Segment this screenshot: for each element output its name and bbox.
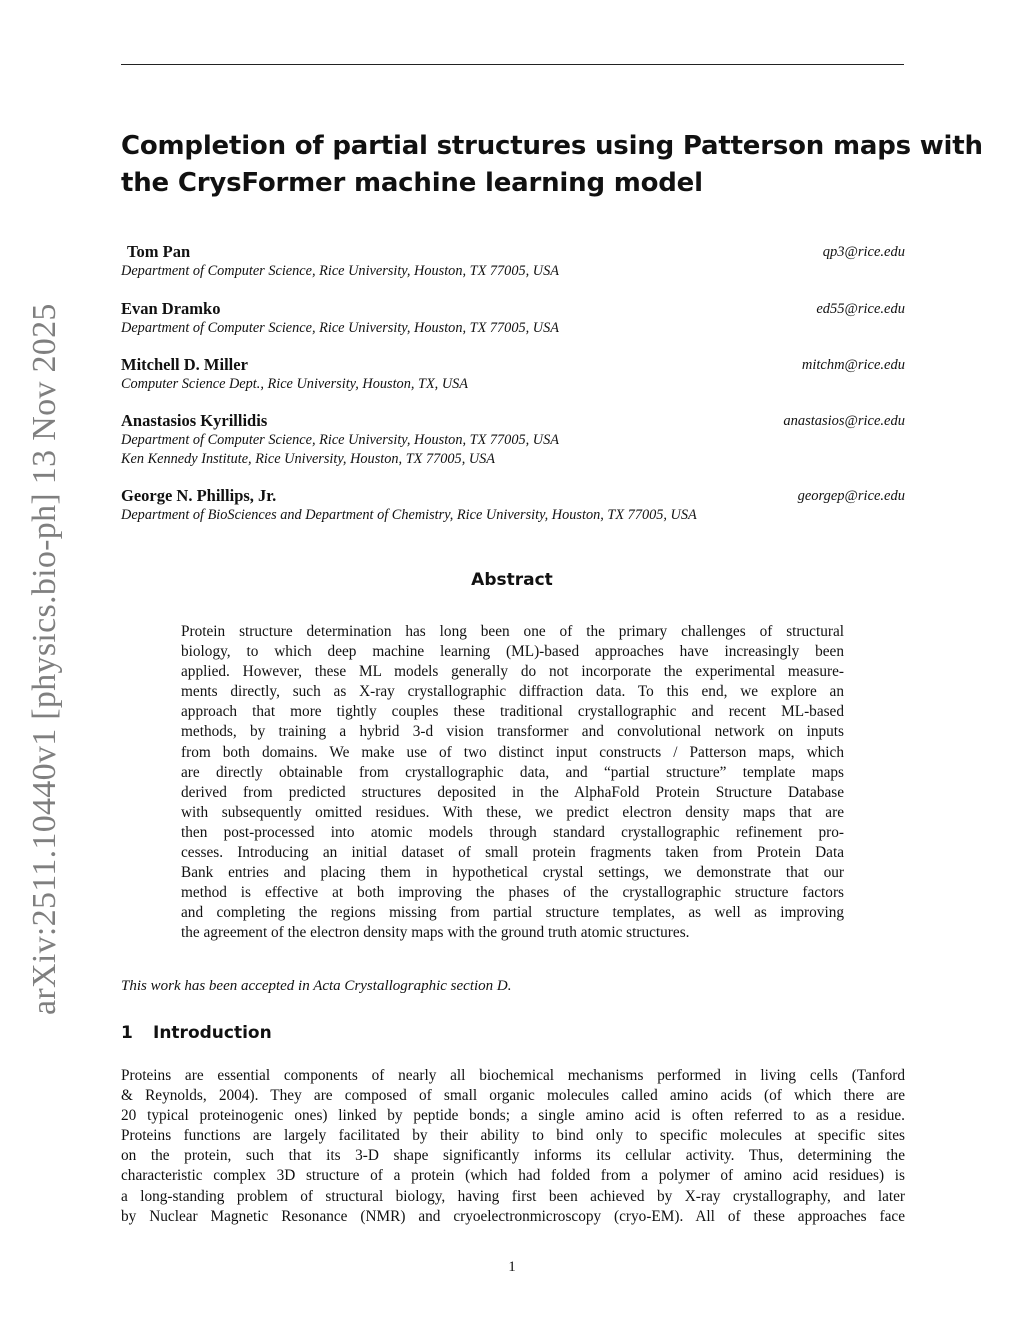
author-block [121, 486, 905, 525]
author-block [121, 299, 905, 338]
abstract-line: derived from predicted structures deposited in the AlphaFold Protein Structure Database [181, 783, 844, 801]
author-affiliation: Department of Computer Science, Rice University, Houston, TX 77005, USA [121, 432, 559, 448]
top-rule [121, 64, 904, 65]
author-email: ed55@rice.edu [816, 301, 905, 317]
acceptance-note: This work has been accepted in Acta Crystallographic section D. [121, 978, 512, 994]
author-name: Tom Pan [127, 242, 191, 261]
section-heading [121, 1022, 272, 1044]
abstract-line: then post-processed into atomic models through standard crystallographic refinement pro- [181, 823, 844, 841]
abstract-line: Bank entries and placing them in hypothetical crystal settings, we demonstrate that our [181, 864, 844, 882]
page-number: 1 [508, 1259, 516, 1275]
body-line: & Reynolds, 2004). They are composed of small organic molecules called amino acids (of which there are [121, 1087, 905, 1105]
abstract-line: Protein structure determination has long been one of the primary challenges of structural [181, 623, 844, 640]
author-name: Anastasios Kyrillidis [121, 411, 268, 430]
abstract-line: and completing the regions missing from partial structure templates, as well as improving [181, 904, 844, 922]
body-line: Proteins functions are largely facilitated by their ability to bind only to specific molecules at specific sites [121, 1127, 905, 1145]
body-line: characteristic complex 3D structure of a protein (which had folded from a polymer of amino acid residues) is [121, 1167, 905, 1185]
abstract-line: biology, to which deep machine learning (ML)-based approaches have increasingly been [181, 643, 844, 661]
author-affiliation: Department of Computer Science, Rice University, Houston, TX 77005, USA [121, 263, 559, 279]
body-line: 20 typical proteinogenic ones) linked by peptide bonds; a single amino acid is often referred to as a residue. [121, 1107, 905, 1125]
abstract-line: approach that more tightly couples these traditional crystallographic and recent ML-based [181, 703, 844, 721]
abstract-line: applied. However, these ML models generally do not incorporate the experimental measure- [181, 663, 844, 681]
author-name: George N. Phillips, Jr. [121, 486, 277, 505]
body-line: Proteins are essential components of nearly all biochemical mechanisms performed in living cells (Tanford [121, 1067, 905, 1084]
abstract-line: cesses. Introducing an initial dataset of small protein fragments taken from Protein Data [181, 844, 844, 862]
author-affiliation: Department of Computer Science, Rice University, Houston, TX 77005, USA [121, 320, 559, 336]
body-line: by Nuclear Magnetic Resonance (NMR) and cryoelectronmicroscopy (cryo-EM). All of these approaches face [121, 1207, 905, 1225]
author-affiliation: Department of BioSciences and Department of Chemistry, Rice University, Houston, TX 77005, USA [121, 507, 697, 523]
author-email: mitchm@rice.edu [801, 357, 905, 373]
body-line: on the protein, such that its 3-D shape significantly informs its cellular activity. Thus, determining the [121, 1147, 905, 1165]
arxiv-identifier-stamp: arXiv:2511.10440v1 [physics.bio-ph] 13 Nov 2025 [26, 303, 63, 1015]
author-affiliation: Computer Science Dept., Rice University, Houston, TX, USA [121, 376, 469, 392]
author-name: Mitchell D. Miller [121, 355, 248, 374]
abstract-line: are directly obtainable from crystallographic data, and “partial structure” template maps [181, 763, 844, 781]
section-title: Introduction [153, 1023, 272, 1043]
body-line: a long-standing problem of structural biology, having first been achieved by X-ray crystallography, and later [121, 1187, 905, 1205]
author-affiliation: Ken Kennedy Institute, Rice University, Houston, TX 77005, USA [121, 450, 496, 467]
author-email: anastasios@rice.edu [783, 413, 905, 429]
author-email: georgep@rice.edu [797, 488, 905, 504]
author-block [121, 355, 905, 394]
paper-title [121, 128, 983, 202]
abstract-line: from both domains. We make use of two distinct input constructs / Patterson maps, which [181, 743, 844, 761]
abstract-line: ments directly, such as X-ray crystallographic diffraction data. To this end, we explore an [181, 683, 844, 701]
section-number: 1 [121, 1023, 133, 1043]
author-email: qp3@rice.edu [822, 244, 905, 260]
abstract-body [181, 622, 844, 944]
introduction-body [121, 1066, 905, 1227]
abstract-line: methods, by training a hybrid 3-d vision transformer and convolutional network on inputs [181, 723, 844, 741]
author-block [121, 411, 905, 468]
author-name: Evan Dramko [121, 299, 221, 318]
abstract-line: method is effective at both improving the phases of the crystallographic structure factors [181, 884, 844, 902]
title-line: Completion of partial structures using Patterson maps with [121, 131, 983, 161]
abstract-line: the agreement of the electron density maps with the ground truth atomic structures. [181, 924, 690, 942]
abstract-heading: Abstract [471, 570, 553, 590]
title-line: the CrysFormer machine learning model [121, 168, 703, 198]
author-block [121, 242, 905, 281]
abstract-line: with subsequently omitted residues. With these, we predict electron density maps that are [181, 803, 844, 821]
